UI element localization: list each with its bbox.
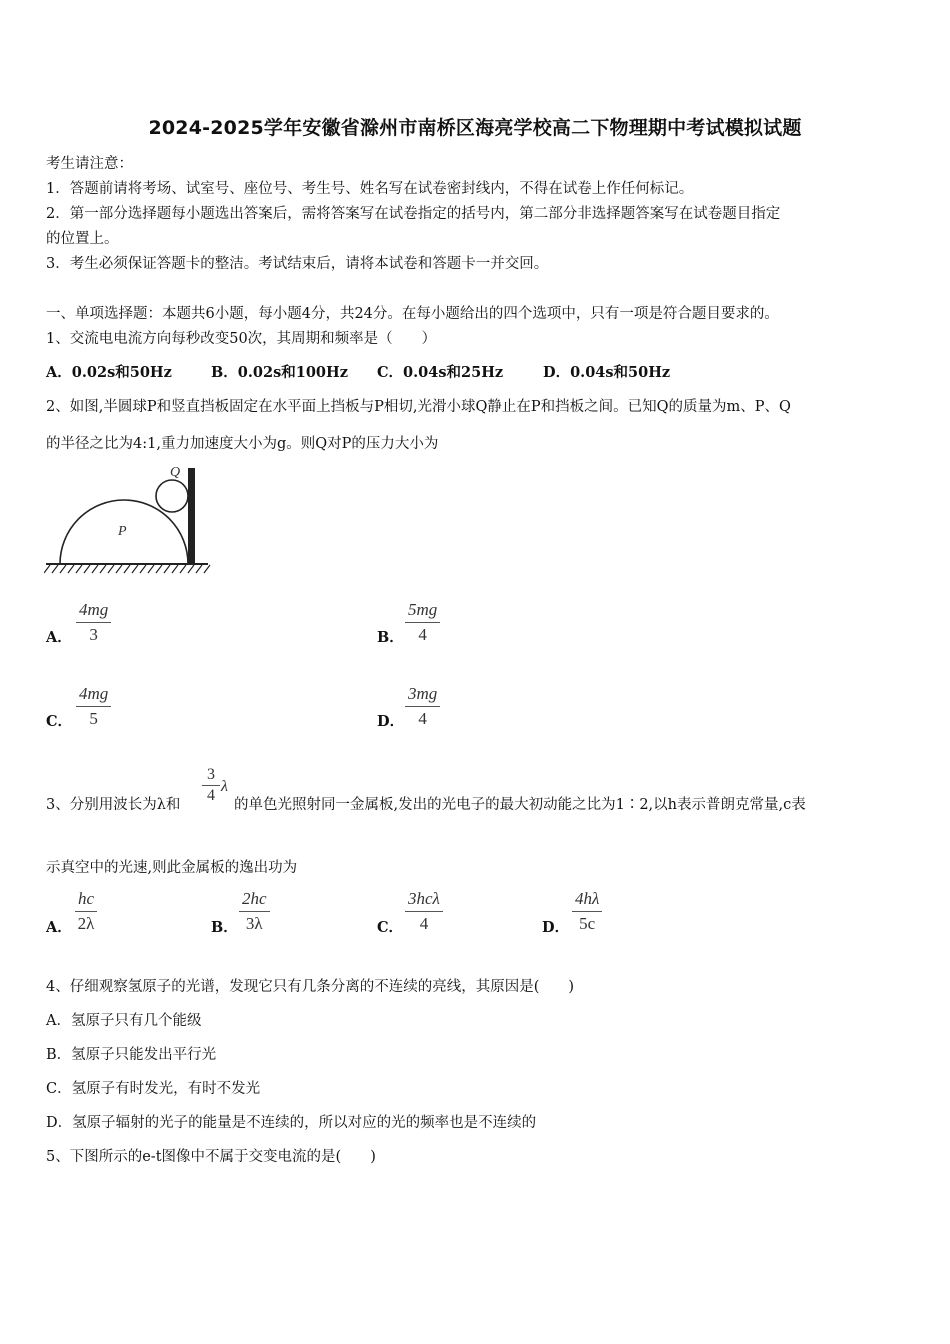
q3-option-d-denominator: 5c — [579, 914, 596, 933]
notice-item-2-cont: 的位置上。 — [46, 231, 119, 247]
q4-option-a: A．氢原子只有几个能级 — [46, 1013, 202, 1029]
q1-option-c: C．0.04s和25Hz — [377, 364, 504, 381]
question-2-line-2: 的半径之比为4:1,重力加速度大小为g。则Q对P的压力大小为 — [46, 436, 439, 452]
q2-option-b-numerator: 5mg — [405, 600, 440, 623]
question-1-stem: 1、交流电电流方向每秒改变50次，其周期和频率是（ ） — [46, 331, 437, 347]
question-4-stem: 4、仔细观察氢原子的光谱，发现它只有几条分离的不连续的亮线，其原因是( ) — [46, 979, 575, 995]
q4-option-b: B．氢原子只能发出平行光 — [46, 1047, 217, 1063]
q3-option-a-denominator: 2λ — [77, 914, 95, 933]
q4-option-c: C．氢原子有时发光，有时不发光 — [46, 1081, 261, 1097]
q3-option-c-denominator: 4 — [419, 914, 429, 933]
q3-option-d-numerator: 4hλ — [572, 889, 602, 912]
q3-option-b-fraction — [239, 889, 270, 934]
q1-option-b: B．0.02s和100Hz — [211, 364, 348, 381]
q2-option-b-denominator: 4 — [418, 625, 427, 644]
notice-item-1: 1．答题前请将考场、试室号、座位号、考生号、姓名写在试卷密封线内，不得在试卷上作任何标记。 — [46, 181, 694, 197]
q2-option-d-label: D． — [377, 713, 405, 730]
q2-option-c-fraction — [76, 684, 111, 729]
q3-option-c-numerator: 3hcλ — [405, 889, 443, 912]
q2-option-c-label: C． — [46, 713, 73, 730]
q2-option-d-denominator: 4 — [418, 709, 427, 728]
q3-option-b-label: B． — [211, 919, 238, 936]
q2-option-b-label: B． — [377, 629, 404, 646]
q3-option-a-fraction — [75, 889, 97, 934]
section-heading: 一、单项选择题：本题共6小题，每小题4分，共24分。在每小题给出的四个选项中，只有一项是符合题目要求的。 — [46, 306, 779, 322]
q3-option-c-fraction — [405, 889, 443, 934]
figure-label-q: Q — [170, 465, 181, 480]
q2-option-a-fraction — [76, 600, 111, 645]
q3-inline-numerator: 3 — [202, 766, 220, 786]
q3-option-a-label: A． — [46, 919, 72, 936]
q2-option-c-denominator: 5 — [89, 709, 98, 728]
q2-option-d-fraction — [405, 684, 440, 729]
q3-option-d-label: D． — [542, 919, 570, 936]
figure-label-p: P — [118, 524, 127, 539]
q1-option-d: D．0.04s和50Hz — [543, 364, 671, 381]
question-2-line-1: 2、如图,半圆球P和竖直挡板固定在水平面上挡板与P相切,光滑小球Q静止在P和挡板之间。已知Q的质量为m、P、Q — [46, 399, 791, 415]
q3-option-a-numerator: hc — [75, 889, 97, 912]
q3-option-d-fraction — [572, 889, 602, 934]
q2-option-a-label: A． — [46, 629, 72, 646]
q3-inline-fraction — [202, 766, 220, 805]
q4-option-d: D．氢原子辐射的光子的能量是不连续的，所以对应的光的频率也是不连续的 — [46, 1115, 537, 1131]
question-5-stem: 5、下图所示的e-t图像中不属于交变电流的是( ) — [46, 1149, 376, 1165]
q3-option-b-denominator: 3λ — [245, 914, 263, 933]
semicircle-ball-figure — [44, 458, 212, 578]
notice-heading: 考生请注意： — [46, 156, 133, 172]
q2-option-a-numerator: 4mg — [76, 600, 111, 623]
notice-item-2: 2．第一部分选择题每小题选出答案后，需将答案写在试卷指定的括号内，第二部分非选择题答案写在试卷题目指定 — [46, 206, 781, 222]
notice-item-3: 3．考生必须保证答题卡的整洁。考试结束后，请将本试卷和答题卡一并交回。 — [46, 256, 549, 272]
q2-option-a-denominator: 3 — [89, 625, 98, 644]
page-title: 2024-2025学年安徽省滁州市南桥区海亮学校高二下物理期中考试模拟试题 — [148, 117, 802, 139]
q2-option-c-numerator: 4mg — [76, 684, 111, 707]
q2-option-b-fraction — [405, 600, 440, 645]
q3-inline-lambda: λ — [221, 778, 228, 795]
question-3-line-1-a: 3、分别用波长为λ和 — [46, 797, 181, 813]
q3-option-c-label: C． — [377, 919, 404, 936]
q3-inline-denominator: 4 — [207, 787, 215, 804]
q1-option-a: A．0.02s和50Hz — [46, 364, 172, 381]
q3-option-b-numerator: 2hc — [239, 889, 270, 912]
question-3-line-1-b: 的单色光照射同一金属板,发出的光电子的最大初动能之比为1∶2,以h表示普朗克常量,c表 — [234, 797, 806, 813]
question-3-line-2: 示真空中的光速,则此金属板的逸出功为 — [46, 860, 298, 876]
q2-option-d-numerator: 3mg — [405, 684, 440, 707]
